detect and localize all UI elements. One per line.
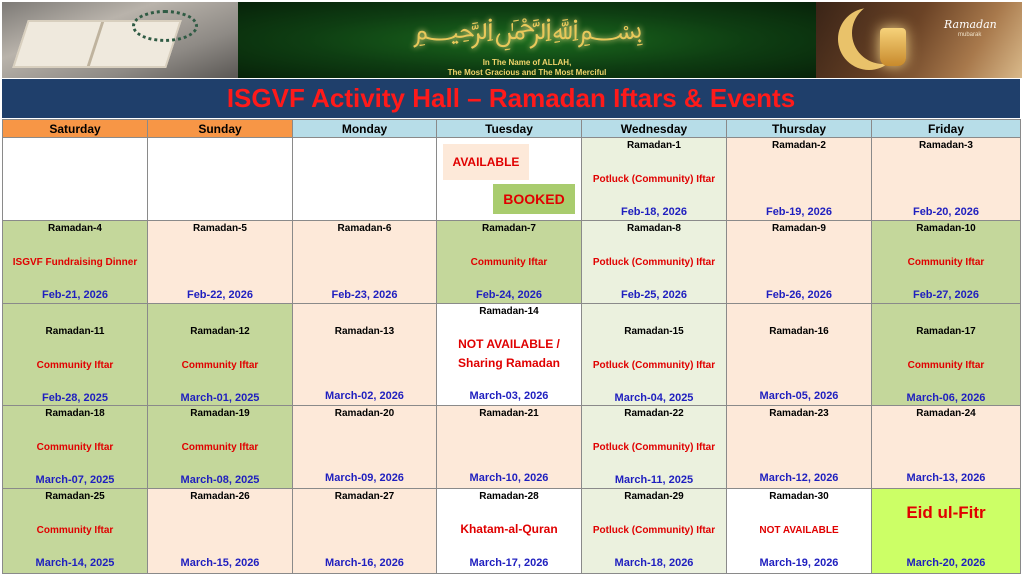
bismillah-calligraphy-image	[238, 2, 816, 78]
calendar-cell	[148, 406, 293, 489]
legend-cell	[437, 138, 582, 221]
ramadan-day-label: Ramadan-5	[193, 223, 247, 234]
ramadan-day-label: Ramadan-12	[190, 326, 250, 337]
banner	[0, 0, 1024, 78]
event-label: Potluck (Community) Iftar	[592, 360, 716, 371]
calligraphy-icon: ﷽	[412, 12, 644, 47]
date-label: Feb-22, 2026	[186, 289, 254, 301]
calendar-cell	[727, 221, 872, 304]
calendar-cell	[872, 406, 1021, 489]
calendar-cell	[293, 406, 437, 489]
eid-label: Eid ul-Fitr	[906, 503, 986, 522]
not-available-label: NOT AVAILABLE	[759, 525, 839, 536]
ramadan-day-label: Ramadan-1	[627, 140, 681, 151]
ramadan-day-label: Ramadan-9	[772, 223, 826, 234]
calendar-cell	[293, 221, 437, 304]
title-bar	[2, 79, 1020, 118]
ramadan-day-label: Ramadan-22	[624, 408, 684, 419]
event-label: Community Iftar	[36, 525, 114, 536]
ramadan-day-label: Ramadan-17	[916, 326, 976, 337]
calendar-cell	[727, 406, 872, 489]
event-label: Community Iftar	[36, 442, 114, 453]
date-label: March-08, 2025	[180, 474, 260, 486]
ramadan-day-label: Ramadan-2	[772, 140, 826, 151]
legend-available: AVAILABLE	[443, 144, 529, 180]
calendar-cell	[437, 489, 582, 574]
date-label: Feb-20, 2026	[912, 206, 980, 218]
date-label: March-17, 2026	[469, 557, 549, 569]
date-label: March-01, 2025	[180, 392, 260, 404]
date-label: Feb-25, 2026	[620, 289, 688, 301]
date-label: Feb-18, 2026	[620, 206, 688, 218]
event-label: Community Iftar	[36, 360, 114, 371]
event-label: Potluck (Community) Iftar	[592, 257, 716, 268]
date-label: March-19, 2026	[759, 557, 839, 569]
calendar-cell	[437, 406, 582, 489]
date-label: Feb-24, 2026	[475, 289, 543, 301]
page-title: ISGVF Activity Hall – Ramadan Iftars & Events	[226, 83, 796, 113]
ramadan-day-label: Ramadan-20	[334, 408, 395, 419]
ramadan-day-label: Ramadan-21	[479, 408, 539, 419]
ramadan-day-label: Ramadan-11	[45, 326, 105, 337]
calendar-cell	[437, 304, 582, 406]
sharing-ramadan-label: Sharing Ramadan	[457, 356, 561, 370]
ramadan-day-label: Ramadan-28	[479, 491, 539, 502]
date-label: March-03, 2026	[469, 390, 549, 402]
ramadan-day-label: Ramadan-26	[190, 491, 250, 502]
event-label: Community Iftar	[907, 257, 985, 268]
header-saturday: Saturday	[3, 120, 148, 138]
ramadan-day-label: Ramadan-13	[334, 326, 395, 337]
event-label: Community Iftar	[181, 442, 259, 453]
date-label: March-09, 2026	[325, 472, 404, 484]
quran-beads-image	[2, 2, 238, 78]
date-label: March-04, 2025	[614, 392, 694, 404]
ramadan-day-label: Ramadan-18	[45, 408, 105, 419]
ramadan-day-label: Ramadan-29	[624, 491, 684, 502]
ramadan-day-label: Ramadan-6	[337, 223, 392, 234]
calendar-cell	[727, 138, 872, 221]
ramadan-day-label: Ramadan-19	[190, 408, 250, 419]
date-label: March-11, 2025	[614, 474, 694, 486]
calendar-cell	[727, 489, 872, 574]
ramadan-day-label: Ramadan-8	[627, 223, 681, 234]
header-friday: Friday	[872, 120, 1021, 138]
calendar-cell	[872, 304, 1021, 406]
khatam-label: Khatam-al-Quran	[460, 522, 558, 536]
ramadan-day-label: Ramadan-7	[482, 223, 536, 234]
not-available-label: NOT AVAILABLE /	[458, 337, 560, 351]
ramadan-day-label: Ramadan-15	[624, 326, 684, 337]
week-row-2	[3, 221, 1021, 304]
legend-booked: BOOKED	[493, 184, 575, 214]
calendar-cell	[582, 221, 727, 304]
week-row-3	[3, 304, 1021, 406]
date-label: Feb-26, 2026	[765, 289, 833, 301]
calendar-cell	[293, 489, 437, 574]
lantern-icon	[880, 28, 906, 66]
calendar-cell	[3, 489, 148, 574]
calendar-cell	[582, 489, 727, 574]
event-label: Potluck (Community) Iftar	[592, 525, 716, 536]
prayer-beads-icon	[132, 10, 198, 42]
date-label: March-16, 2026	[325, 557, 404, 569]
date-label: Feb-19, 2026	[765, 206, 833, 218]
ramadan-day-label: Ramadan-4	[48, 223, 102, 234]
crescent-lantern-image	[816, 2, 1022, 78]
date-label: Feb-28, 2025	[41, 392, 109, 404]
date-label: March-14, 2025	[35, 557, 115, 569]
event-label: Potluck (Community) Iftar	[592, 442, 716, 453]
calendar-cell	[872, 221, 1021, 304]
date-label: March-13, 2026	[906, 472, 986, 484]
event-label: Community Iftar	[907, 360, 985, 371]
event-label: Potluck (Community) Iftar	[592, 174, 716, 185]
calendar-cell	[3, 304, 148, 406]
calendar-cell	[872, 138, 1021, 221]
calendar-cell	[148, 304, 293, 406]
header-tuesday: Tuesday	[437, 120, 582, 138]
week-row-5	[3, 489, 1021, 574]
ramadan-day-label: Ramadan-24	[916, 408, 976, 419]
event-label: Community Iftar	[181, 360, 259, 371]
date-label: Feb-21, 2026	[41, 289, 109, 301]
ramadan-day-label: Ramadan-16	[769, 326, 829, 337]
date-label: March-20, 2026	[906, 557, 986, 569]
date-label: March-15, 2026	[180, 557, 260, 569]
calendar-table	[2, 119, 1021, 574]
date-label: March-05, 2026	[759, 390, 839, 402]
ramadan-day-label: Ramadan-27	[334, 491, 395, 502]
ramadan-day-label: Ramadan-30	[769, 491, 829, 502]
calendar-cell	[3, 138, 148, 221]
calendar-cell	[3, 406, 148, 489]
header-wednesday: Wednesday	[582, 120, 727, 138]
week-row-4	[3, 406, 1021, 489]
header-sunday: Sunday	[148, 120, 293, 138]
calendar-cell	[582, 304, 727, 406]
week-row-1	[3, 138, 1021, 221]
ramadan-day-label: Ramadan-14	[479, 306, 539, 317]
ramadan-day-label: Ramadan-10	[916, 223, 976, 234]
ramadan-script-subtext: mubarak	[958, 32, 982, 38]
header-row	[3, 120, 1021, 138]
calendar-cell	[727, 304, 872, 406]
date-label: Feb-23, 2026	[331, 289, 398, 301]
ramadan-day-label: Ramadan-3	[919, 140, 973, 151]
calendar-cell	[3, 221, 148, 304]
calendar-cell	[872, 489, 1021, 574]
header-thursday: Thursday	[727, 120, 872, 138]
date-label: March-18, 2026	[614, 557, 694, 569]
calendar-cell	[293, 138, 437, 221]
header-monday: Monday	[293, 120, 437, 138]
calendar-cell	[582, 138, 727, 221]
calendar-cell	[437, 221, 582, 304]
calendar-cell	[148, 221, 293, 304]
calendar-cell	[582, 406, 727, 489]
date-label: Feb-27, 2026	[912, 289, 980, 301]
ramadan-script-text: Ramadan	[944, 18, 997, 31]
event-label: Community Iftar	[470, 257, 548, 268]
banner-caption-line1: In The Name of ALLAH,	[482, 58, 572, 67]
date-label: March-07, 2025	[35, 474, 115, 486]
date-label: March-06, 2026	[906, 392, 986, 404]
date-label: March-10, 2026	[469, 472, 549, 484]
calendar-cell	[148, 489, 293, 574]
calendar-cell	[293, 304, 437, 406]
date-label: March-12, 2026	[759, 472, 839, 484]
ramadan-day-label: Ramadan-25	[45, 491, 105, 502]
calendar-cell	[148, 138, 293, 221]
ramadan-day-label: Ramadan-23	[769, 408, 829, 419]
date-label: March-02, 2026	[325, 390, 404, 402]
banner-caption-line2: The Most Gracious and The Most Merciful	[447, 68, 607, 77]
event-label: ISGVF Fundraising Dinner	[12, 257, 138, 268]
